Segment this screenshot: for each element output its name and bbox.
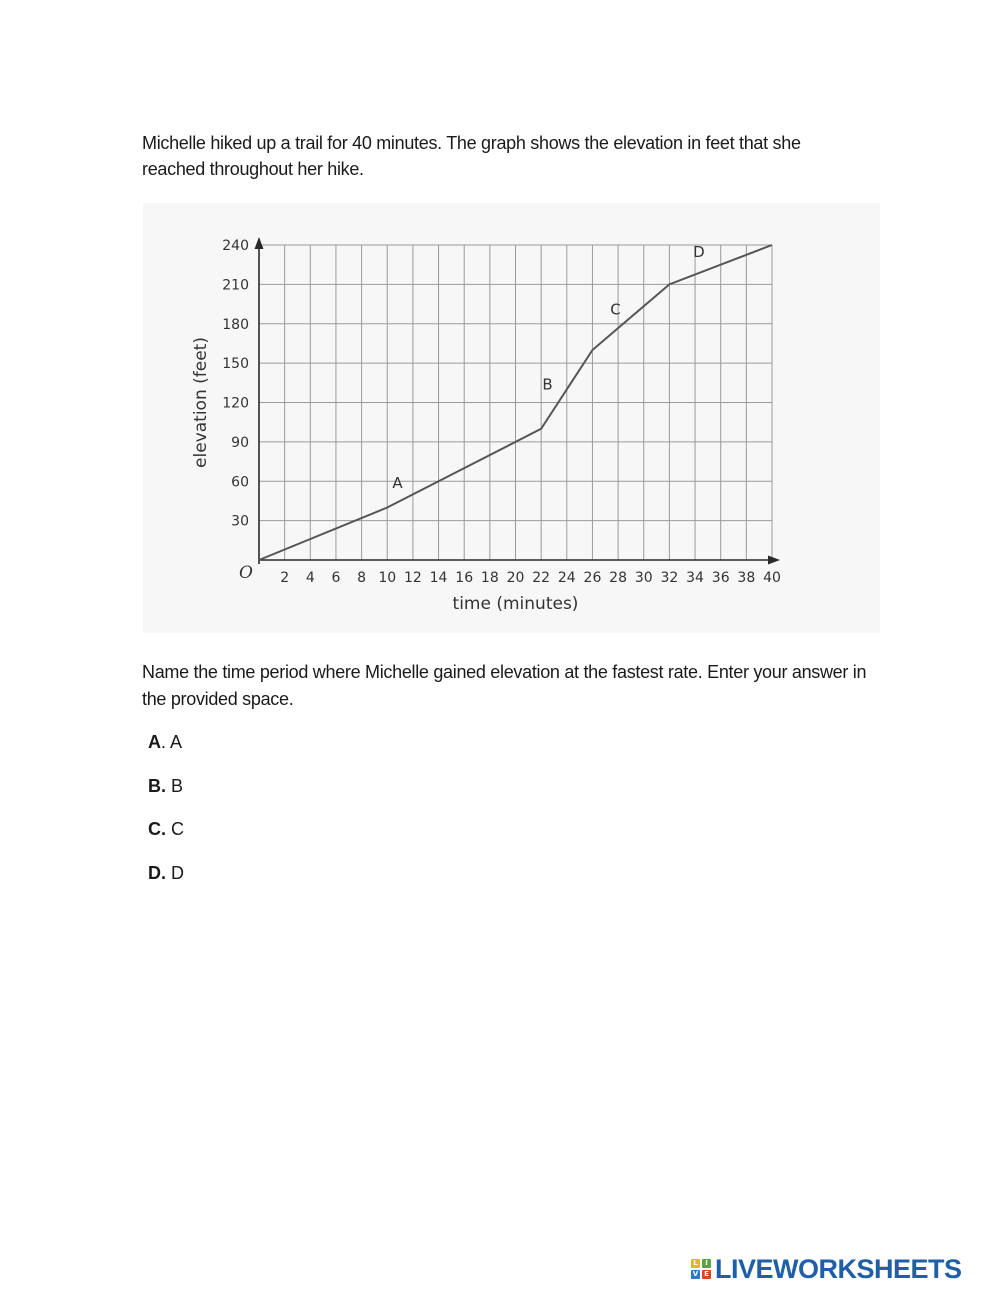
x-tick-label: 20 [506, 570, 525, 586]
y-tick-label: 60 [231, 474, 249, 491]
x-axis-title: time (minutes) [452, 594, 579, 614]
question-text: Name the time period where Michelle gained elevation at the fastest rate. Enter your answer in the provided space. [142, 662, 867, 709]
x-tick-label: 18 [480, 570, 499, 586]
x-tick-label: 16 [455, 570, 474, 586]
y-tick-label: 150 [222, 356, 249, 373]
chart-grid [259, 242, 772, 560]
x-tick-label: 6 [331, 570, 341, 586]
x-tick-label: 14 [429, 570, 448, 586]
option-d[interactable] [148, 860, 184, 904]
x-axis-arrow-icon [768, 556, 780, 565]
y-tick-label: 120 [222, 395, 249, 412]
chart-axes [255, 237, 781, 565]
segment-label-d: D [693, 242, 705, 261]
y-tick-label: 90 [231, 434, 249, 451]
x-tick-label: 28 [609, 570, 628, 586]
y-tick-label: 210 [222, 277, 249, 294]
x-tick-label: 34 [686, 570, 704, 586]
x-tick-label: 24 [557, 570, 576, 586]
liveworksheets-logo [691, 1254, 962, 1284]
option-letter: B. [148, 775, 166, 796]
chart-svg [143, 203, 880, 633]
segment-label-c: C [610, 300, 621, 319]
x-tick-label: 2 [280, 570, 290, 586]
option-text: C [171, 819, 185, 839]
option-letter: D. [148, 862, 166, 883]
brand-name: LIVEWORKSHEETS [715, 1253, 962, 1284]
answer-options [148, 729, 184, 903]
x-tick-label: 12 [403, 570, 422, 586]
chart-ticks [191, 238, 781, 614]
x-tick-label: 38 [737, 570, 756, 586]
option-text: B [171, 775, 184, 796]
x-tick-label: 32 [660, 570, 679, 586]
option-a[interactable]: A. A [148, 732, 183, 752]
x-tick-label: 4 [305, 570, 315, 586]
elevation-chart [143, 203, 880, 633]
segment-label-a: A [392, 473, 403, 492]
x-tick-label: 36 [711, 570, 730, 586]
x-tick-label: 26 [583, 570, 602, 586]
y-tick-label: 180 [222, 316, 249, 333]
option-b[interactable] [148, 773, 184, 817]
x-tick-label: 10 [378, 570, 397, 586]
option-letter: A [148, 732, 161, 752]
x-tick-label: 22 [532, 570, 551, 586]
liveworksheets-icon: L I V E [691, 1259, 711, 1279]
option-letter: C. [148, 819, 166, 839]
y-axis-arrow-icon [255, 237, 264, 249]
y-tick-label: 240 [222, 238, 249, 254]
option-text: A [170, 732, 183, 752]
x-tick-label: 40 [763, 570, 781, 586]
x-tick-label: 30 [634, 570, 653, 586]
x-tick-label: 8 [357, 570, 367, 586]
option-text: D [171, 862, 185, 883]
chart-labels [392, 243, 704, 492]
y-tick-label: 30 [231, 513, 249, 530]
origin-label: O [239, 563, 253, 583]
option-c[interactable] [148, 816, 184, 860]
intro-text: Michelle hiked up a trail for 40 minutes. The graph shows the elevation in feet that she reached throughout her hike. [142, 133, 801, 179]
y-axis-title: elevation (feet) [191, 337, 211, 468]
segment-label-b: B [542, 375, 553, 394]
